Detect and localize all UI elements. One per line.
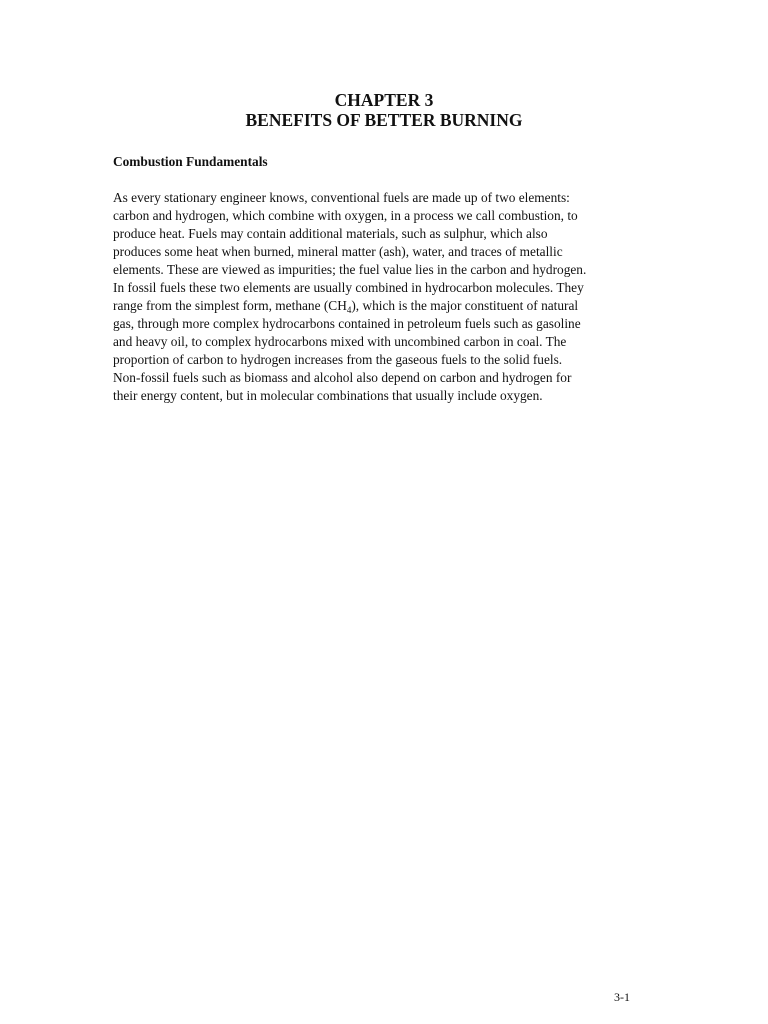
paragraph-line: produce heat. Fuels may contain additional materials, such as sulphur, which also — [113, 226, 548, 241]
paragraph-line: Non-fossil fuels such as biomass and alcohol also depend on carbon and hydrogen for — [113, 370, 572, 385]
paragraph-line: proportion of carbon to hydrogen increases from the gaseous fuels to the solid fuels. — [113, 352, 563, 367]
paragraph-line: elements. These are viewed as impurities; the fuel value lies in the carbon and hydrogen. — [113, 262, 587, 277]
chapter-title: BENEFITS OF BETTER BURNING — [245, 110, 523, 130]
chemical-formula: $CH_4$ — [328, 298, 352, 315]
paragraph-line: their energy content, but in molecular combinations that usually include oxygen. — [113, 388, 543, 403]
paragraph-line: produces some heat when burned, mineral matter (ash), water, and traces of metallic — [113, 244, 563, 259]
body-paragraph — [113, 189, 633, 405]
paragraph-line: carbon and hydrogen, which combine with oxygen, in a process we call combustion, to — [113, 208, 578, 223]
paragraph-line: As every stationary engineer knows, conventional fuels are made up of two elements: — [113, 190, 570, 205]
chapter-heading — [0, 90, 768, 130]
paragraph-line: gas, through more complex hydrocarbons contained in petroleum fuels such as gasoline — [113, 316, 581, 331]
page-number: 3-1 — [614, 990, 630, 1004]
paragraph-line: range from the simplest form, methane $(CH_4)$, which is the major constituent of natural — [113, 298, 579, 315]
chapter-number: CHAPTER 3 — [334, 90, 434, 110]
paragraph-line: and heavy oil, to complex hydrocarbons mixed with uncombined carbon in coal. The — [113, 334, 567, 349]
paragraph-list — [113, 189, 633, 405]
paragraph-line: In fossil fuels these two elements are usually combined in hydrocarbon molecules. They — [113, 280, 584, 295]
section-heading: Combustion Fundamentals — [113, 154, 268, 169]
document-body — [113, 153, 633, 423]
